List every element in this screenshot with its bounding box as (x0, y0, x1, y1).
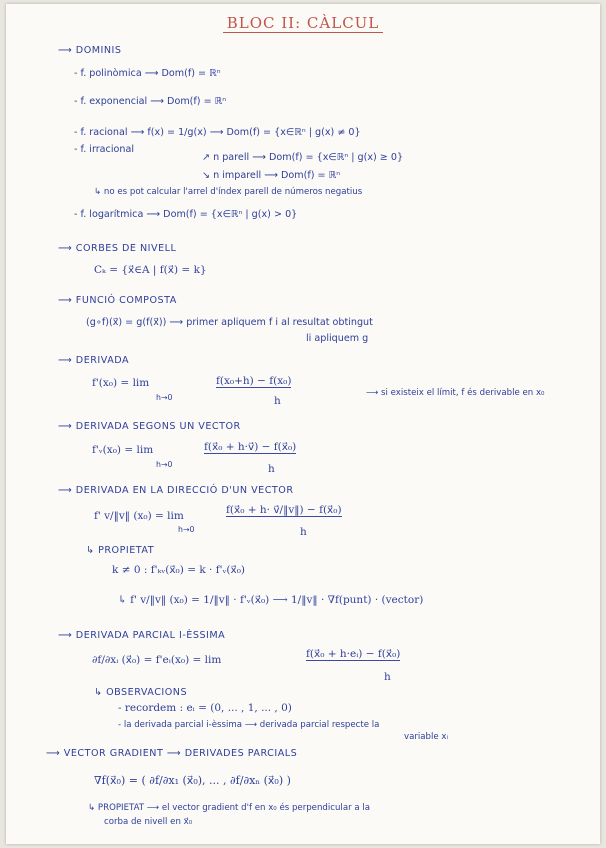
formula-corbes-nivell: Cₖ = {x⃗∈A | f(x⃗) = k} (94, 264, 207, 276)
formula-composta: (g∘f)(x⃗) = g(f(x⃗)) ⟶ primer apliquem f i al resultat obtingut (86, 317, 373, 328)
propietat-1-k: k ≠ 0 : f'ₖᵥ(x⃗₀) = k · f'ᵥ(x⃗₀) (112, 564, 246, 576)
propietat-1-relacio: ↳ f' v/‖v‖ (x₀) = 1/‖v‖ · f'ᵥ(x⃗₀) ⟶ 1/‖v‖ · ∇f(punt) · (vector) (118, 594, 424, 606)
observacio-recordem: - recordem : eᵢ = (0, ... , 1, ... , 0) (118, 702, 292, 714)
formula-gradient: ∇f(x⃗₀) = ( ∂f/∂x₁ (x⃗₀), ... , ∂f/∂xₙ (x⃗₀) ) (94, 774, 291, 787)
heading-dominis: ⟶ DOMINIS (58, 45, 122, 56)
line-exponencial: - f. exponencial ⟶ Dom(f) = ℝⁿ (74, 96, 227, 107)
observacio-derivada-parcial: - la derivada parcial i-èssima ⟶ derivada parcial respecte la (118, 720, 380, 730)
derivada-parcial-denominator: h (384, 671, 391, 683)
derivada-numerator: f(x₀+h) − f(x₀) (216, 375, 292, 387)
line-polinomica: - f. polinòmica ⟶ Dom(f) = ℝⁿ (74, 68, 221, 79)
line-irracional: - f. irracional (74, 144, 134, 155)
derivada-direccio-limit-sub: h→0 (178, 525, 195, 534)
heading-propietat-1: ↳ PROPIETAT (86, 545, 155, 556)
line-n-imparell: ↘ n imparell ⟶ Dom(f) = ℝⁿ (202, 170, 341, 181)
notebook-page (6, 4, 600, 844)
derivada-direccio-numerator: f(x⃗₀ + h· v⃗/‖v‖) − f(x⃗₀) (226, 504, 342, 516)
propietat-gradient: ↳ PROPIETAT ⟶ el vector gradient d'f en x₀ és perpendicular a la (88, 803, 370, 813)
line-logaritmica: - f. logarítmica ⟶ Dom(f) = {x∈ℝⁿ | g(x) > 0} (74, 209, 298, 220)
derivada-parcial-numerator: f(x⃗₀ + h·eᵢ) − f(x⃗₀) (306, 648, 401, 660)
derivada-limit-sub: h→0 (156, 393, 173, 402)
derivada-vector-denominator: h (268, 463, 275, 475)
derivada-vector-limit-sub: h→0 (156, 460, 173, 469)
derivada-denominator: h (274, 395, 281, 407)
derivada-vector-numerator: f(x⃗₀ + h·v⃗) − f(x⃗₀) (204, 441, 297, 453)
heading-corbes-nivell: ⟶ CORBES DE NIVELL (58, 243, 177, 254)
heading-derivada-parcial: ⟶ DERIVADA PARCIAL I-ÈSSIMA (58, 630, 226, 641)
page-title: BLOC II: CÀLCUL (6, 14, 600, 32)
heading-vector-gradient: ⟶ VECTOR GRADIENT ⟶ DERIVADES PARCIALS (46, 748, 298, 759)
derivada-vector-lhs: f'ᵥ(x₀) = lim (92, 444, 154, 456)
formula-composta-cont: li apliquem g (306, 333, 369, 344)
derivada-lhs: f'(x₀) = lim (92, 377, 150, 389)
propietat-gradient-cont: corba de nivell en x⃗₀ (104, 817, 193, 827)
heading-derivada-direccio: ⟶ DERIVADA EN LA DIRECCIÓ D'UN VECTOR (58, 485, 294, 496)
line-n-parell: ↗ n parell ⟶ Dom(f) = {x∈ℝⁿ | g(x) ≥ 0} (202, 152, 404, 163)
derivada-direccio-denominator: h (300, 526, 307, 538)
heading-derivada-vector: ⟶ DERIVADA SEGONS UN VECTOR (58, 421, 241, 432)
derivada-parcial-lhs: ∂f/∂xᵢ (x⃗₀) = f'eᵢ(x₀) = lim (92, 654, 222, 666)
note-arrel-parell: ↳ no es pot calcular l'arrel d'índex parell de números negatius (94, 187, 363, 197)
heading-funcio-composta: ⟶ FUNCIÓ COMPOSTA (58, 295, 177, 306)
derivada-note: ⟶ si existeix el límit, f és derivable en x₀ (366, 388, 545, 398)
heading-derivada: ⟶ DERIVADA (58, 355, 130, 366)
line-racional: - f. racional ⟶ f(x) = 1/g(x) ⟶ Dom(f) = {x∈ℝⁿ | g(x) ≠ 0} (74, 127, 361, 138)
derivada-direccio-lhs: f' v/‖v‖ (x₀) = lim (94, 510, 184, 522)
observacio-variable: variable xᵢ (404, 732, 449, 742)
heading-observacions: ↳ OBSERVACIONS (94, 687, 188, 698)
